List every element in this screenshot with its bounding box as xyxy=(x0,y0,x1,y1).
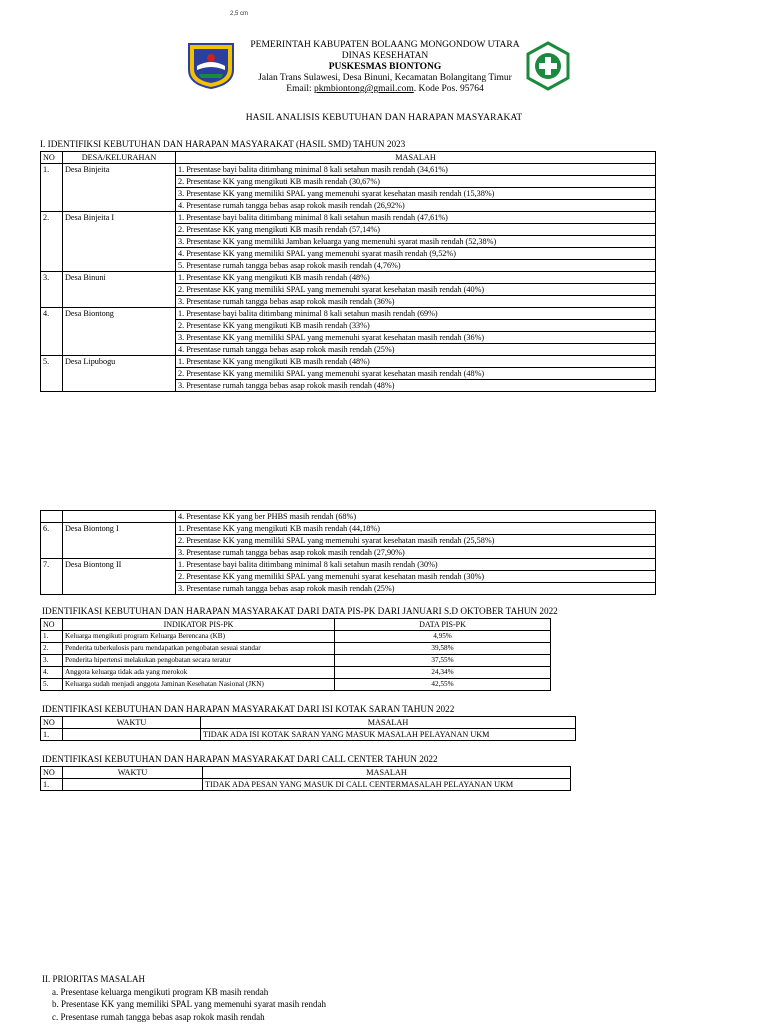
problem-cell: 4. Presentase KK yang memiliki SPAL yang memenuhi syarat masih rendah (9,52%) xyxy=(176,248,656,260)
letterhead-department: DINAS KESEHATAN xyxy=(341,51,429,61)
problem-cell: 4. Presentase rumah tangga bebas asap rokok masih rendah (25%) xyxy=(176,344,656,356)
row-number: 3. xyxy=(41,655,63,667)
ruler-label: 2,5 cm xyxy=(230,11,249,17)
data-cell: 39,58% xyxy=(335,643,551,655)
section3-title: IDENTIFIKASI KEBUTUHAN DAN HARAPAN MASYARAKAT DARI ISI KOTAK SARAN TAHUN 2022 xyxy=(42,704,455,714)
letterhead-puskesmas: PUSKESMAS BIONTONG xyxy=(328,62,442,72)
puskesmas-cross-icon xyxy=(523,41,573,91)
problem-cell: 1. Presentase bayi balita ditimbang minimal 8 kali setahun masih rendah (34,61%) xyxy=(176,164,656,176)
priority-item: c. Presentase rumah tangga bebas asap rokok masih rendah xyxy=(52,1011,265,1022)
smd-table-continued xyxy=(40,510,656,595)
table-row xyxy=(41,559,656,571)
problem-cell: 3. Presentase rumah tangga bebas asap rokok masih rendah (27,90%) xyxy=(176,547,656,559)
time-cell xyxy=(63,779,203,791)
time-cell xyxy=(63,729,201,741)
village-name: Desa Binuni xyxy=(63,272,176,308)
problem-cell: 1. Presentase KK yang mengikuti KB masih rendah (48%) xyxy=(176,356,656,368)
priority-item: a. Presentase keluarga mengikuti program KB masih rendah xyxy=(52,986,269,997)
problem-cell: 3. Presentase rumah tangga bebas asap rokok masih rendah (25%) xyxy=(176,583,656,595)
row-number: 1. xyxy=(41,779,63,791)
table-row xyxy=(41,667,551,679)
row-number: 1. xyxy=(41,729,63,741)
call-center-table xyxy=(40,766,571,791)
problem-cell: 3. Presentase rumah tangga bebas asap rokok masih rendah (48%) xyxy=(176,380,656,392)
col-header-no: NO xyxy=(41,152,63,164)
indicator-cell: Keluarga sudah menjadi anggota Jaminan Kesehatan Nasional (JKN) xyxy=(63,679,335,691)
col-header-no: NO xyxy=(41,767,63,779)
problem-cell: 1. Presentase KK yang mengikuti KB masih rendah (44,18%) xyxy=(176,523,656,535)
problem-cell: 2. Presentase KK yang memiliki SPAL yang memenuhi syarat kesehatan masih rendah (30%) xyxy=(176,571,656,583)
col-header-masalah: MASALAH xyxy=(201,717,576,729)
row-number: 2. xyxy=(41,212,63,272)
section2-title: IDENTIFIKASI KEBUTUHAN DAN HARAPAN MASYARAKAT DARI DATA PIS-PK DARI JANUARI S.D OKTOBER TAHUN 2022 xyxy=(42,606,558,616)
problem-cell: 1. Presentase bayi balita ditimbang minimal 8 kali setahun masih rendah (30%) xyxy=(176,559,656,571)
col-header-indikator: INDIKATOR PIS-PK xyxy=(63,619,335,631)
data-cell: 4,95% xyxy=(335,631,551,643)
table-row xyxy=(41,164,656,176)
table-row xyxy=(41,631,551,643)
pispk-table xyxy=(40,618,551,691)
table-row xyxy=(41,679,551,691)
row-number: 1. xyxy=(41,631,63,643)
problem-cell: 4. Presentase rumah tangga bebas asap rokok masih rendah (26,92%) xyxy=(176,200,656,212)
row-number: 4. xyxy=(41,308,63,356)
col-header-waktu: WAKTU xyxy=(63,717,201,729)
village-name: Desa Binjeita xyxy=(63,164,176,212)
village-name: Desa Lipubogu xyxy=(63,356,176,392)
letterhead-contact: Email: pkmbiontong@gmail.com. Kode Pos. 95764 xyxy=(286,84,484,94)
priority-item: b. Presentase KK yang memiliki SPAL yang memenuhi syarat masih rendah xyxy=(52,999,327,1009)
problem-cell: 2. Presentase KK yang memiliki SPAL yang memenuhi syarat kesehatan masih rendah (40%) xyxy=(176,284,656,296)
village-name xyxy=(63,511,176,523)
problem-cell: 2. Presentase KK yang mengikuti KB masih rendah (57,14%) xyxy=(176,224,656,236)
table-row xyxy=(41,779,571,791)
row-number: 7. xyxy=(41,559,63,595)
col-header-data: DATA PIS-PK xyxy=(335,619,551,631)
village-name: Desa Biontong I xyxy=(63,523,176,559)
problem-cell: 1. Presentase KK yang mengikuti KB masih rendah (48%) xyxy=(176,272,656,284)
col-header-masalah: MASALAH xyxy=(203,767,571,779)
section4-title: IDENTIFIKASI KEBUTUHAN DAN HARAPAN MASYARAKAT DARI CALL CENTER TAHUN 2022 xyxy=(42,754,438,764)
indicator-cell: Penderita tuberkulosis paru mendapatkan pengobatan sesuai standar xyxy=(63,643,335,655)
table-row xyxy=(41,212,656,224)
row-number: 4. xyxy=(41,667,63,679)
col-header-no: NO xyxy=(41,717,63,729)
data-cell: 24,34% xyxy=(335,667,551,679)
table-row xyxy=(41,523,656,535)
col-header-no: NO xyxy=(41,619,63,631)
problem-cell: TIDAK ADA ISI KOTAK SARAN YANG MASUK MASALAH PELAYANAN UKM xyxy=(201,729,576,741)
indicator-cell: Penderita hipertensi melakukan pengobatan secara teratur xyxy=(63,655,335,667)
problem-cell: 1. Presentase bayi balita ditimbang minimal 8 kali setahun masih rendah (69%) xyxy=(176,308,656,320)
row-number xyxy=(41,511,63,523)
problem-cell: 2. Presentase KK yang mengikuti KB masih rendah (30,67%) xyxy=(176,176,656,188)
table-row xyxy=(41,655,551,667)
village-name: Desa Biontong xyxy=(63,308,176,356)
table-row xyxy=(41,308,656,320)
problem-cell: 3. Presentase rumah tangga bebas asap rokok masih rendah (36%) xyxy=(176,296,656,308)
data-cell: 42,55% xyxy=(335,679,551,691)
indicator-cell: Anggota keluarga tidak ada yang merokok xyxy=(63,667,335,679)
problem-cell: 4. Presentase KK yang ber PHBS masih rendah (68%) xyxy=(176,511,656,523)
data-cell: 37,55% xyxy=(335,655,551,667)
document-title: HASIL ANALISIS KEBUTUHAN DAN HARAPAN MASYARAKAT xyxy=(245,113,523,123)
table-row xyxy=(41,272,656,284)
table-row xyxy=(41,643,551,655)
row-number: 2. xyxy=(41,643,63,655)
email-link[interactable]: pkmbiontong@gmail.com xyxy=(313,84,414,94)
problem-cell: 5. Presentase rumah tangga bebas asap rokok masih rendah (4,76%) xyxy=(176,260,656,272)
priority-title: II. PRIORITAS MASALAH xyxy=(42,974,146,984)
row-number: 6. xyxy=(41,523,63,559)
problem-cell: 2. Presentase KK yang mengikuti KB masih rendah (33%) xyxy=(176,320,656,332)
row-number: 5. xyxy=(41,356,63,392)
priority-section xyxy=(42,973,326,1023)
section1-title: I. IDENTIFIKSI KEBUTUHAN DAN HARAPAN MASYARAKAT (HASIL SMD) TAHUN 2023 xyxy=(40,139,406,149)
letterhead-address: Jalan Trans Sulawesi, Desa Binuni, Kecamatan Bolangitang Timur xyxy=(258,73,512,83)
table-row xyxy=(41,729,576,741)
row-number: 3. xyxy=(41,272,63,308)
col-header-masalah: MASALAH xyxy=(176,152,656,164)
table-row xyxy=(41,511,656,523)
problem-cell: 3. Presentase KK yang memiliki SPAL yang memenuhi syarat kesehatan masih rendah (36%) xyxy=(176,332,656,344)
letterhead xyxy=(240,40,530,95)
smd-table xyxy=(40,151,656,392)
letterhead-government: PEMERINTAH KABUPATEN BOLAANG MONGONDOW UTARA xyxy=(250,40,520,50)
kotak-saran-table xyxy=(40,716,576,741)
row-number: 5. xyxy=(41,679,63,691)
table-row xyxy=(41,356,656,368)
problem-cell: TIDAK ADA PESAN YANG MASUK DI CALL CENTERMASALAH PELAYANAN UKM xyxy=(203,779,571,791)
problem-cell: 1. Presentase bayi balita ditimbang minimal 8 kali setahun masih rendah (47,61%) xyxy=(176,212,656,224)
village-name: Desa Binjeita I xyxy=(63,212,176,272)
col-header-desa: DESA/KELURAHAN xyxy=(63,152,176,164)
problem-cell: 2. Presentase KK yang memiliki SPAL yang memenuhi syarat kesehatan masih rendah (25,58%) xyxy=(176,535,656,547)
problem-cell: 3. Presentase KK yang memiliki Jamban keluarga yang memenuhi syarat masih rendah (52,38%) xyxy=(176,236,656,248)
row-number: 1. xyxy=(41,164,63,212)
village-name: Desa Biontong II xyxy=(63,559,176,595)
regency-emblem-icon xyxy=(185,40,237,90)
problem-cell: 2. Presentase KK yang memiliki SPAL yang memenuhi syarat kesehatan masih rendah (48%) xyxy=(176,368,656,380)
problem-cell: 3. Presentase KK yang memiliki SPAL yang memenuhi syarat kesehatan masih rendah (15,38%) xyxy=(176,188,656,200)
col-header-waktu: WAKTU xyxy=(63,767,203,779)
indicator-cell: Keluarga mengikuti program Keluarga Berencana (KB) xyxy=(63,631,335,643)
